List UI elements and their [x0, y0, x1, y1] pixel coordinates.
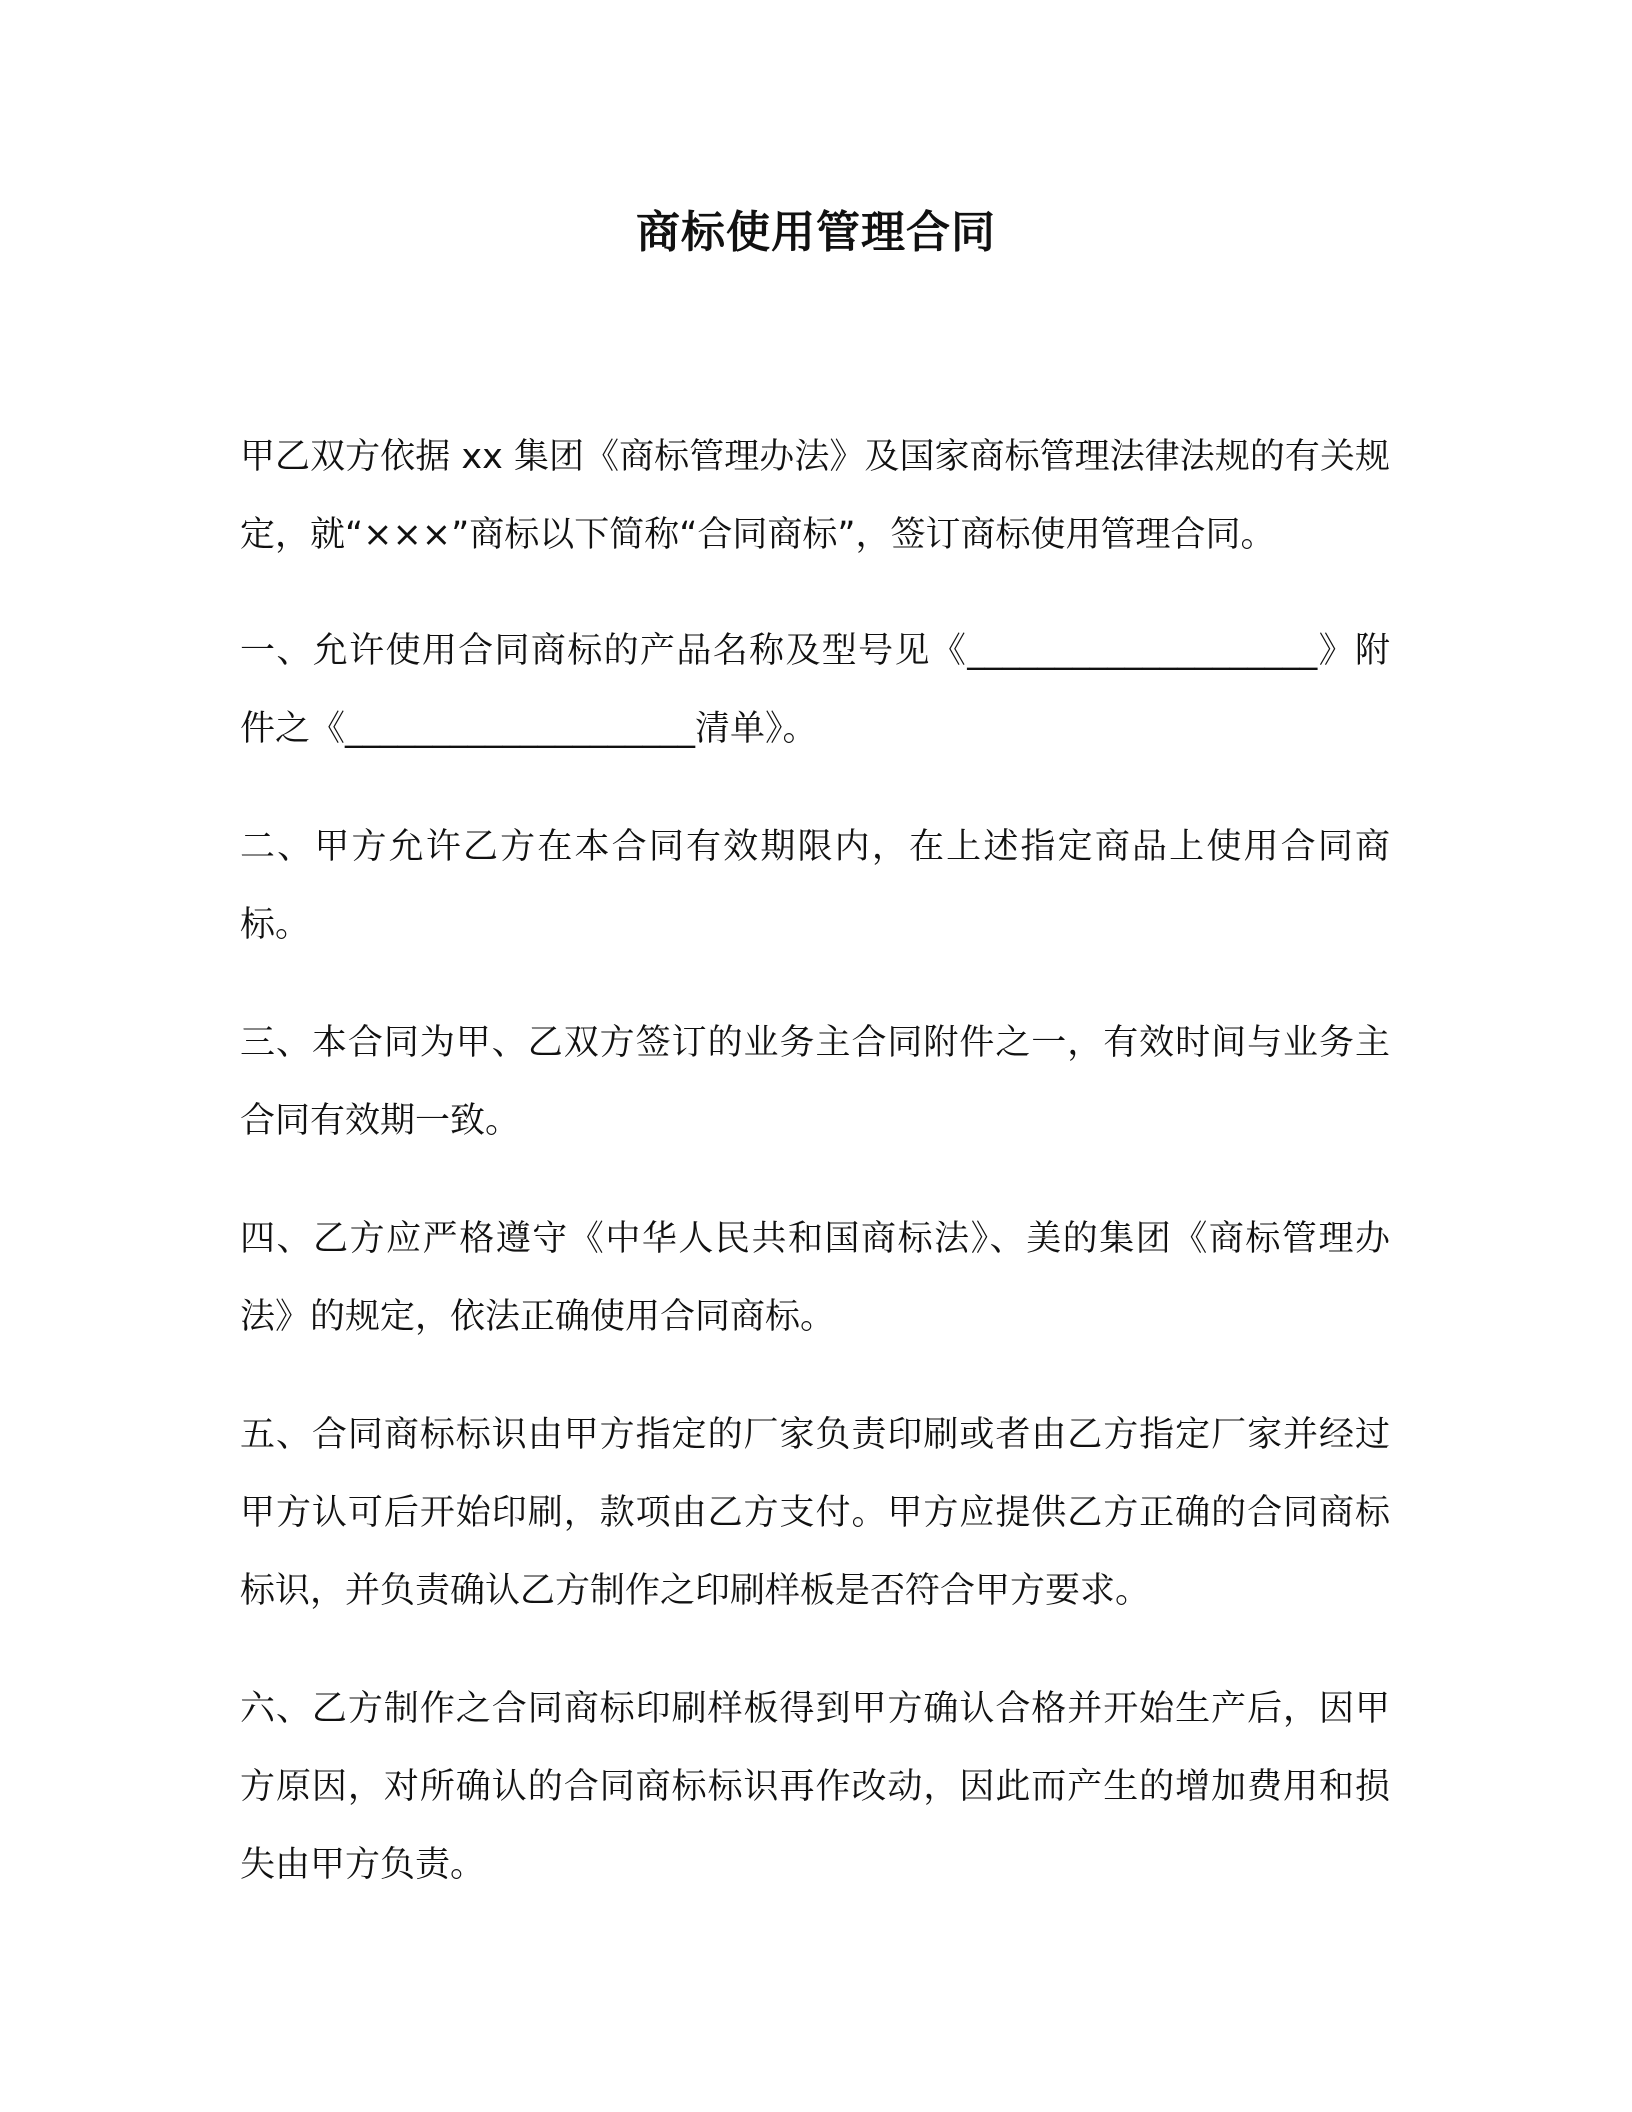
intro-paragraph: 甲乙双方依据 xx 集团《商标管理办法》及国家商标管理法律法规的有关规定，就“×××”商标以下简称“合同商标”，签订商标使用管理合同。	[240, 437, 1390, 555]
page-title: 商标使用管理合同	[636, 207, 996, 258]
clause-4: 四、乙方应严格遵守《中华人民共和国商标法》、美的集团《商标管理办法》的规定，依法正确使用合同商标。	[240, 1219, 1390, 1337]
contract-body	[240, 418, 1390, 1944]
clause-6: 六、乙方制作之合同商标印刷样板得到甲方确认合格并开始生产后，因甲方原因，对所确认的合同商标标识再作改动，因此而产生的增加费用和损失由甲方负责。	[240, 1689, 1390, 1885]
clause-2: 二、甲方允许乙方在本合同有效期限内，在上述指定商品上使用合同商标。	[240, 827, 1390, 945]
clause-3: 三、本合同为甲、乙双方签订的业务主合同附件之一，有效时间与业务主合同有效期一致。	[240, 1023, 1390, 1141]
clause-5: 五、合同商标标识由甲方指定的厂家负责印刷或者由乙方指定厂家并经过甲方认可后开始印刷，款项由乙方支付。甲方应提供乙方正确的合同商标标识，并负责确认乙方制作之印刷样板是否符合甲方要求。	[240, 1415, 1390, 1611]
clause-1: 一、允许使用合同商标的产品名称及型号见《____________________》附件之《____________________清单》。	[240, 631, 1390, 749]
